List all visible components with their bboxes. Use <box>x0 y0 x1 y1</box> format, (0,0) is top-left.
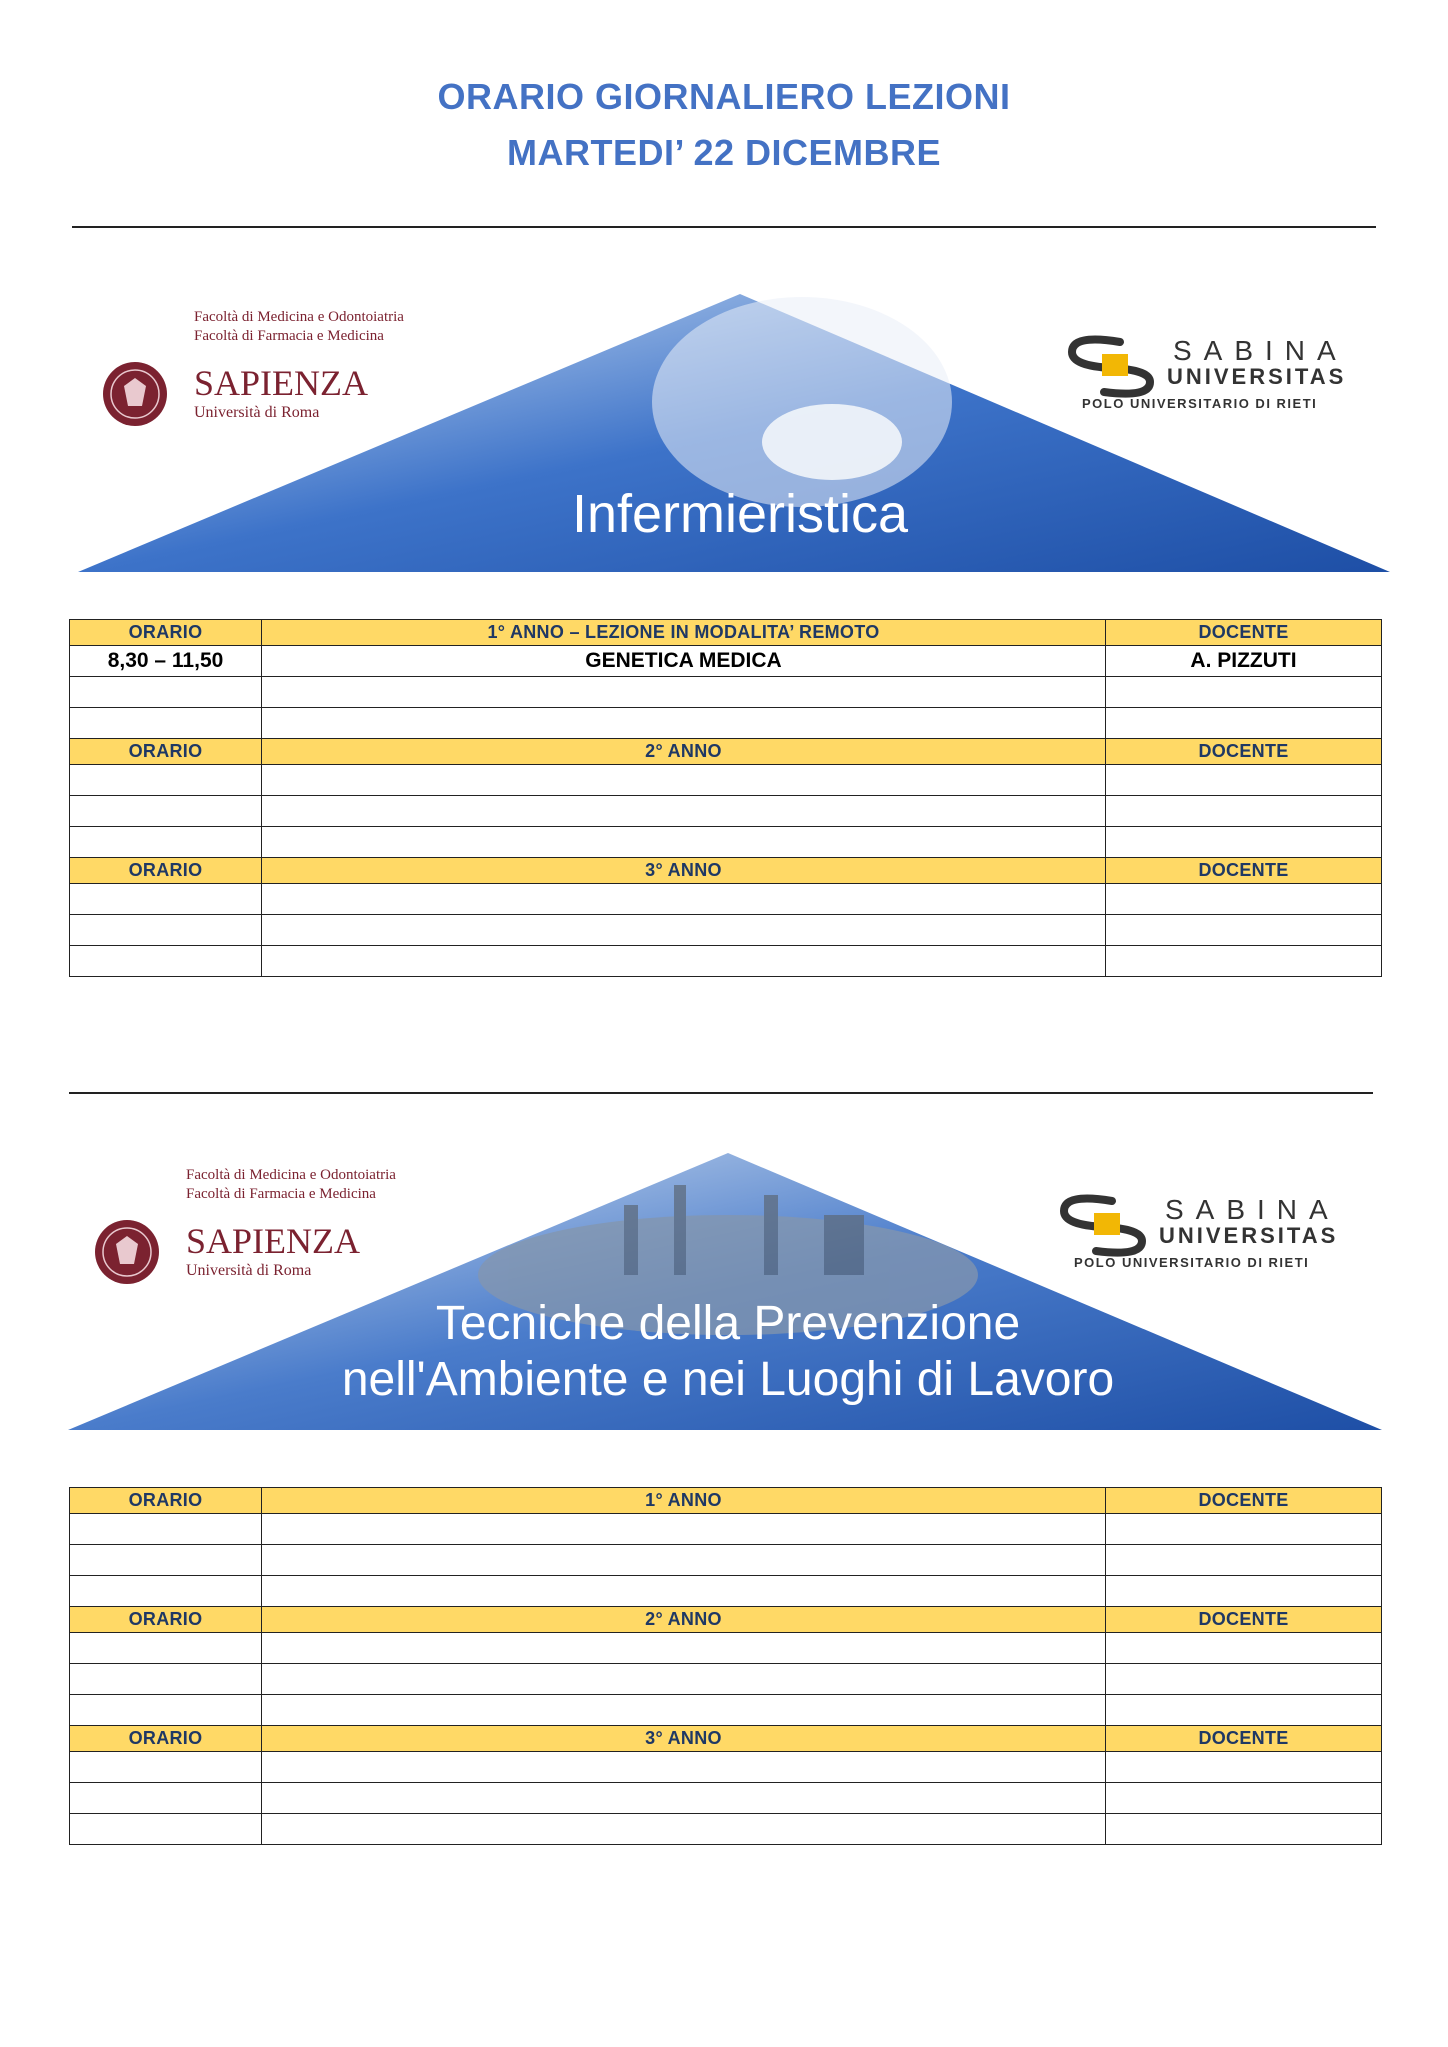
subject-cell <box>262 1545 1106 1576</box>
table-header-row <box>70 739 1382 765</box>
subject-cell <box>262 1576 1106 1607</box>
sabina-logo-icon <box>1064 1199 1142 1253</box>
subject-cell: GENETICA MEDICA <box>262 646 1106 677</box>
sapienza-name: SAPIENZA <box>194 363 369 403</box>
sapienza-sub: Università di Roma <box>186 1262 312 1279</box>
orario-header: ORARIO <box>70 1726 262 1752</box>
page-date: MARTEDI’ 22 DICEMBRE <box>506 132 942 173</box>
subject-cell <box>262 827 1106 858</box>
docente-header: DOCENTE <box>1106 858 1382 884</box>
time-cell <box>70 1633 262 1664</box>
table-row <box>70 646 1382 677</box>
subject-cell <box>262 765 1106 796</box>
subject-cell <box>262 915 1106 946</box>
time-cell <box>70 796 262 827</box>
course-title-line-2: nell'Ambiente e nei Luoghi di Lavoro <box>341 1353 1115 1406</box>
docente-header: DOCENTE <box>1106 1607 1382 1633</box>
year-header: 1° ANNO <box>262 1488 1106 1514</box>
time-cell <box>70 677 262 708</box>
teacher-cell: A. PIZZUTI <box>1106 646 1382 677</box>
sabina-name: SABINA <box>1173 335 1348 366</box>
time-cell <box>70 946 262 977</box>
teacher-cell <box>1106 708 1382 739</box>
orario-header: ORARIO <box>70 620 262 646</box>
docente-header: DOCENTE <box>1106 739 1382 765</box>
table-row <box>70 708 1382 739</box>
teacher-cell <box>1106 1752 1382 1783</box>
sapienza-name: SAPIENZA <box>186 1221 361 1261</box>
teacher-cell <box>1106 677 1382 708</box>
faculty-line-1: Facoltà di Medicina e Odontoiatria <box>186 1167 396 1183</box>
year-header: 3° ANNO <box>262 1726 1106 1752</box>
orario-header: ORARIO <box>70 1607 262 1633</box>
orario-header: ORARIO <box>70 858 262 884</box>
banner-tecniche-prevenzione <box>64 1145 1384 1445</box>
time-cell <box>70 765 262 796</box>
table-row <box>70 1783 1382 1814</box>
subject-cell <box>262 1695 1106 1726</box>
schedule-table-tecniche-prevenzione <box>69 1487 1382 1845</box>
teacher-cell <box>1106 1695 1382 1726</box>
teacher-cell <box>1106 796 1382 827</box>
teacher-cell <box>1106 1664 1382 1695</box>
subject-cell <box>262 796 1106 827</box>
sapienza-seal-icon <box>103 362 167 426</box>
docente-header: DOCENTE <box>1106 620 1382 646</box>
time-cell: 8,30 – 11,50 <box>70 646 262 677</box>
faculty-line-2: Facoltà di Farmacia e Medicina <box>194 328 384 344</box>
year-header: 3° ANNO <box>262 858 1106 884</box>
time-cell <box>70 827 262 858</box>
year-header: 2° ANNO <box>262 739 1106 765</box>
teacher-cell <box>1106 884 1382 915</box>
time-cell <box>70 1814 262 1845</box>
subject-cell <box>262 1783 1106 1814</box>
time-cell <box>70 708 262 739</box>
subject-cell <box>262 1633 1106 1664</box>
table-header-row <box>70 858 1382 884</box>
orario-header: ORARIO <box>70 1488 262 1514</box>
table-row <box>70 827 1382 858</box>
sabina-polo: POLO UNIVERSITARIO DI RIETI <box>1074 1255 1310 1270</box>
time-cell <box>70 1695 262 1726</box>
time-cell <box>70 884 262 915</box>
subject-cell <box>262 946 1106 977</box>
table-row <box>70 677 1382 708</box>
sabina-logo-icon <box>1072 340 1150 394</box>
course-title-line-1: Tecniche della Prevenzione <box>435 1297 1021 1350</box>
sabina-name: SABINA <box>1165 1194 1340 1225</box>
table-row <box>70 1545 1382 1576</box>
table-header-row <box>70 1607 1382 1633</box>
teacher-cell <box>1106 1633 1382 1664</box>
table-row <box>70 1633 1382 1664</box>
table-row <box>70 1664 1382 1695</box>
teacher-cell <box>1106 1814 1382 1845</box>
subject-cell <box>262 708 1106 739</box>
divider-top <box>72 226 1376 228</box>
table-row <box>70 1695 1382 1726</box>
table-row <box>70 796 1382 827</box>
table-row <box>70 765 1382 796</box>
table-row <box>70 1514 1382 1545</box>
time-cell <box>70 1514 262 1545</box>
time-cell <box>70 1664 262 1695</box>
time-cell <box>70 1783 262 1814</box>
table-header-row <box>70 1726 1382 1752</box>
subject-cell <box>262 1664 1106 1695</box>
time-cell <box>70 1752 262 1783</box>
orario-header: ORARIO <box>70 739 262 765</box>
faculty-line-1: Facoltà di Medicina e Odontoiatria <box>194 309 404 325</box>
time-cell <box>70 1576 262 1607</box>
table-row <box>70 1576 1382 1607</box>
sabina-sub: UNIVERSITAS <box>1159 1223 1339 1248</box>
schedule-table-infermieristica <box>69 619 1382 977</box>
year-header: 2° ANNO <box>262 1607 1106 1633</box>
page-title: ORARIO GIORNALIERO LEZIONI <box>437 76 1011 117</box>
table-header-row <box>70 1488 1382 1514</box>
sapienza-sub: Università di Roma <box>194 404 320 421</box>
banner-infermieristica <box>72 282 1392 582</box>
teacher-cell <box>1106 1545 1382 1576</box>
subject-cell <box>262 1514 1106 1545</box>
divider-middle <box>69 1092 1373 1094</box>
time-cell <box>70 1545 262 1576</box>
teacher-cell <box>1106 827 1382 858</box>
subject-cell <box>262 677 1106 708</box>
teacher-cell <box>1106 946 1382 977</box>
time-cell <box>70 915 262 946</box>
table-row <box>70 915 1382 946</box>
docente-header: DOCENTE <box>1106 1726 1382 1752</box>
year-header: 1° ANNO – LEZIONE IN MODALITA’ REMOTO <box>262 620 1106 646</box>
teacher-cell <box>1106 765 1382 796</box>
subject-cell <box>262 884 1106 915</box>
subject-cell <box>262 1752 1106 1783</box>
teacher-cell <box>1106 1576 1382 1607</box>
sabina-sub: UNIVERSITAS <box>1167 364 1347 389</box>
teacher-cell <box>1106 1514 1382 1545</box>
docente-header: DOCENTE <box>1106 1488 1382 1514</box>
teacher-cell <box>1106 915 1382 946</box>
table-row <box>70 946 1382 977</box>
teacher-cell <box>1106 1783 1382 1814</box>
course-title: Infermieristica <box>571 484 909 544</box>
sabina-polo: POLO UNIVERSITARIO DI RIETI <box>1082 396 1318 411</box>
subject-cell <box>262 1814 1106 1845</box>
sapienza-seal-icon <box>95 1220 159 1284</box>
faculty-line-2: Facoltà di Farmacia e Medicina <box>186 1186 376 1202</box>
table-header-row <box>70 620 1382 646</box>
table-row <box>70 884 1382 915</box>
table-row <box>70 1752 1382 1783</box>
table-row <box>70 1814 1382 1845</box>
